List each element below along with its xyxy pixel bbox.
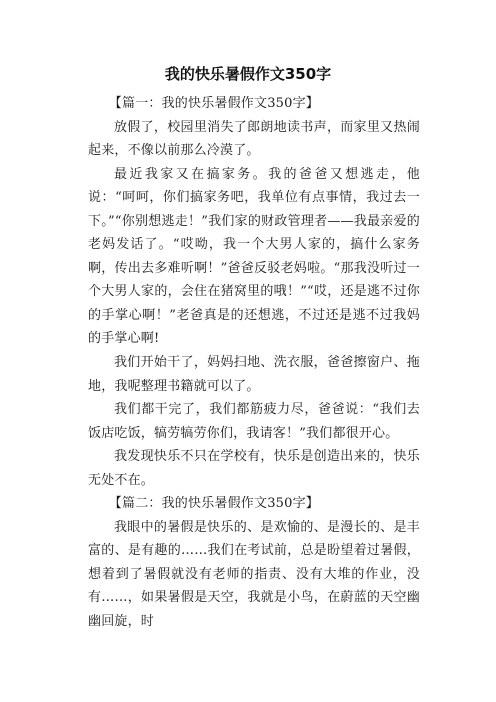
- section-heading-1: 【篇一：我的快乐暑假作文350字】: [108, 96, 320, 111]
- section-heading-2: 【篇二：我的快乐暑假作文350字】: [108, 496, 320, 512]
- document-title: 我的快乐暑假作文350字: [164, 65, 332, 83]
- paragraph: 放假了，校园里消失了郎朗地读书声，而家里又热闹起来，不像以前那么冷漠了。: [88, 119, 420, 159]
- paragraph: 我发现快乐不只在学校有，快乐是创造出来的，快乐无处不在。: [88, 449, 420, 488]
- paragraph: 我们都干完了，我们都筋疲力尽，爸爸说：“我们去饭店吃饭，犒劳犒劳你们，我请客！”我们都很开心。: [88, 402, 420, 441]
- paragraph: 我眼中的暑假是快乐的、是欢愉的、是漫长的、是丰富的、是有趣的……我们在考试前，总是盼望着过暑假，想着到了暑假就没有老师的指责、没有大堆的作业，没有……，如果暑假是天空，我就是小鸟，在蔚蓝的天空幽幽回旋，时: [88, 519, 420, 630]
- document-body: [88, 92, 420, 634]
- paragraph: 最近我家又在搞家务。我的爸爸又想逃走，他说：“呵呵，你们搞家务吧，我单位有点事情，我过去一下。”“你别想逃走！”我们家的财政管理者——我最亲爱的老妈发话了。“哎呦，我一个大男人家的，搞什么家务啊，传出去多难听啊！”爸爸反驳老妈啦。“那我没听过一个大男人家的，会住在猪窝里的哦！”“哎，还是逃不过你的手掌心啊！”老爸真是的还想逃，不过还是逃不过我妈的手掌心啊!: [88, 166, 420, 347]
- paragraph: 我们开始干了，妈妈扫地、洗衣服，爸爸擦窗户、拖地，我呢整理书籍就可以了。: [88, 355, 420, 394]
